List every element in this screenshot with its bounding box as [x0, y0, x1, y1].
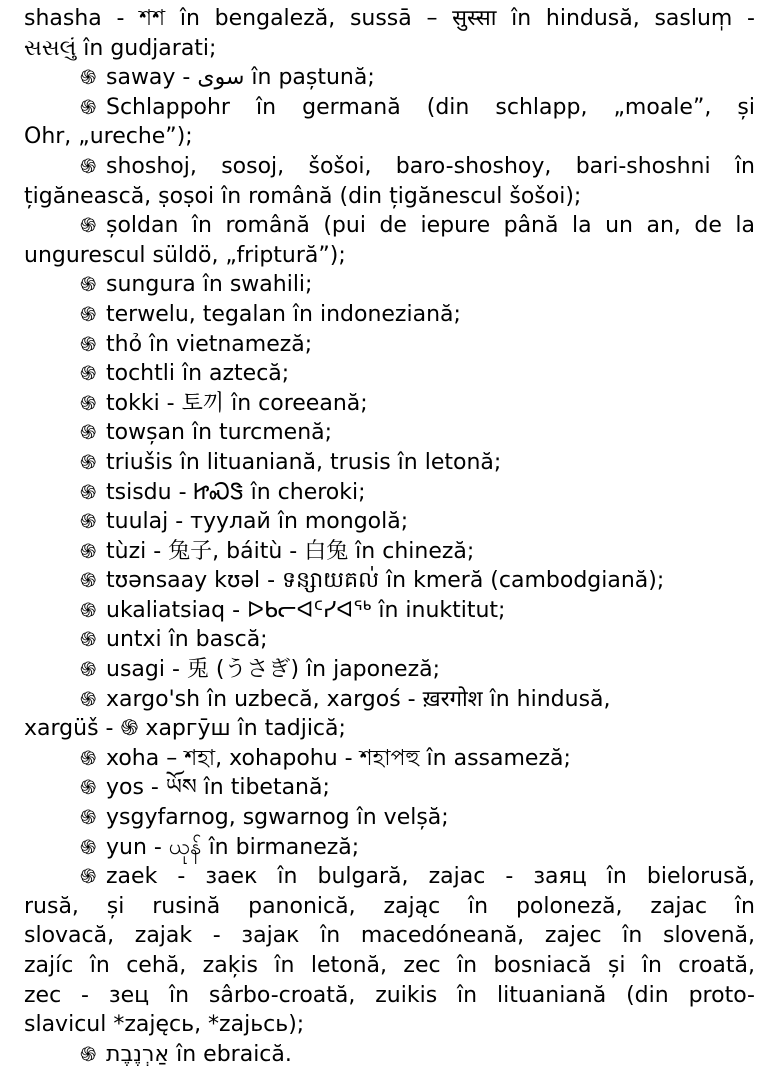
- bullet-icon: ֍: [80, 538, 97, 563]
- line-text: șoldan în română (pui de iepure până la un an, de la: [106, 213, 755, 239]
- line-text: țigănească, ṣoṣoi în română (din țigănescul šošoi);: [24, 183, 582, 209]
- line-text: xoha – শহা, xohapohu - শহাপহু în assameză;: [106, 745, 571, 771]
- bullet-icon: ֍: [80, 65, 97, 90]
- bullet-icon: ֍: [80, 272, 97, 297]
- list-item: [24, 478, 755, 508]
- bullet-icon: ֍: [80, 213, 97, 238]
- line-text: Ohr, „ureche”);: [24, 124, 193, 150]
- bullet-icon: ֍: [80, 657, 97, 682]
- line-text: thỏ în vietnameză;: [106, 331, 313, 357]
- list-item: [24, 152, 755, 182]
- line-text: tùzi - 兔子, báitù - 白兔 în chineză;: [106, 538, 475, 564]
- line-text: towșan în turcmenă;: [106, 420, 333, 446]
- line-text: sungura în swahili;: [106, 272, 313, 298]
- bullet-icon: ֍: [80, 686, 97, 711]
- text-line: [24, 4, 755, 34]
- bullet-icon: ֍: [80, 331, 97, 356]
- list-item: [24, 418, 755, 448]
- list-item: [24, 270, 755, 300]
- bullet-icon: ֍: [80, 805, 97, 830]
- bullet-icon: ֍: [80, 627, 97, 652]
- list-item: [24, 655, 755, 685]
- bullet-icon: ֍: [80, 834, 97, 859]
- line-text: terwelu, tegalan în indoneziană;: [106, 301, 461, 327]
- bullet-icon: ֍: [80, 597, 97, 622]
- list-item: [24, 685, 755, 715]
- list-item: [24, 211, 755, 241]
- line-text: shoshoj, sosoj, šošoi, baro-shoshoy, bari-shoshni în: [106, 153, 755, 179]
- list-item: [24, 93, 755, 123]
- bullet-icon: ֍: [80, 301, 97, 326]
- list-item: [24, 596, 755, 626]
- text-line: [24, 34, 755, 64]
- line-text: slovacă, zajak - зајак în macedóneană, zajec în slovenă,: [24, 923, 755, 949]
- list-item: [24, 507, 755, 537]
- text-line: [24, 921, 755, 951]
- line-text: zec - зец în sârbo-croată, zuikis în lituaniană (din proto-: [24, 982, 755, 1008]
- list-item: [24, 537, 755, 567]
- line-text: slavicul *zajęcь, *zajьcь);: [24, 1012, 305, 1038]
- list-item: [24, 833, 755, 863]
- list-item: [24, 625, 755, 655]
- line-text: tʊənsaay kʊəl - ទន្សាយគល់ în kmeră (cambodgiană);: [106, 568, 665, 594]
- text-line: [24, 241, 755, 271]
- line-text: tochtli în aztecă;: [106, 361, 290, 387]
- bullet-icon: ֍: [80, 420, 97, 445]
- line-text: xargo'sh în uzbecă, xargoś - ख़रगोश în hindusă,: [106, 686, 611, 712]
- line-text: tokki - 토끼 în coreeană;: [106, 390, 368, 416]
- list-item: [24, 773, 755, 803]
- bullet-icon: ֍: [80, 94, 97, 119]
- line-text: tuulaj - туулай în mongolă;: [106, 509, 409, 535]
- bullet-icon: ֍: [80, 479, 97, 504]
- document-page: [24, 4, 755, 1069]
- list-item: [24, 359, 755, 389]
- list-item: [24, 803, 755, 833]
- list-item: [24, 300, 755, 330]
- bullet-icon: ֍: [80, 864, 97, 889]
- line-text: ungurescul süldö, „friptură”);: [24, 242, 346, 268]
- line-text: saway - سوی în paștună;: [106, 65, 375, 91]
- list-item: [24, 63, 755, 93]
- line-text: untxi în bască;: [106, 627, 268, 653]
- text-line: [24, 981, 755, 1011]
- bullet-icon: ֍: [80, 745, 97, 770]
- line-text: triušis în lituaniană, trusis în letonă;: [106, 449, 502, 475]
- list-item: [24, 330, 755, 360]
- list-item: [24, 566, 755, 596]
- text-line: [24, 951, 755, 981]
- text-line: [24, 892, 755, 922]
- line-text: સસલું în gudjarati;: [24, 35, 217, 61]
- line-text: rusă, și rusină panonică, zając în poloneză, zajac în: [24, 893, 755, 919]
- line-text: ukaliatsiaq - ᐅᑲᓕᐊᑦᓯᐊᖅ în inuktitut;: [106, 597, 506, 623]
- line-text: zaek - заек în bulgară, zajac - заяц în bielorusă,: [106, 864, 755, 890]
- line-text: usagi - 兎 (うさぎ) în japoneză;: [106, 657, 441, 683]
- bullet-icon: ֍: [80, 390, 97, 415]
- list-item: [24, 389, 755, 419]
- text-line: [24, 1010, 755, 1040]
- bullet-icon: ֍: [80, 449, 97, 474]
- bullet-icon: ֍: [80, 361, 97, 386]
- bullet-icon: ֍: [80, 1041, 97, 1066]
- line-text: xargüš - ֍ харгӯш în tadjică;: [24, 716, 346, 742]
- text-line: [24, 122, 755, 152]
- list-item: [24, 448, 755, 478]
- line-text: Schlappohr în germană (din schlapp, „moale”, și: [106, 94, 755, 120]
- bullet-icon: ֍: [80, 153, 97, 178]
- list-item: [24, 862, 755, 892]
- line-text: ysgyfarnog, sgwarnog în velșă;: [106, 805, 449, 831]
- bullet-icon: ֍: [80, 568, 97, 593]
- bullet-icon: ֍: [80, 509, 97, 534]
- list-item: [24, 1040, 755, 1070]
- line-text: shasha - শশ în bengaleză, sussā – सुस्सा în hindusă, saslum̩ -: [24, 6, 755, 31]
- line-text: yos - ཡོས în tibetană;: [106, 775, 330, 801]
- bullet-icon: ֍: [80, 775, 97, 800]
- text-line: [24, 182, 755, 212]
- list-item: [24, 744, 755, 774]
- line-text: אַרְנֶבֶת în ebraică.: [106, 1041, 292, 1067]
- text-line: [24, 714, 755, 744]
- line-text: zajíc în cehă, zaķis în letonă, zec în bosniacă și în croată,: [24, 953, 755, 978]
- line-text: yun - ယုန် în birmaneză;: [106, 834, 360, 860]
- line-text: tsisdu - ᏥᏍᏕ în cheroki;: [106, 479, 366, 505]
